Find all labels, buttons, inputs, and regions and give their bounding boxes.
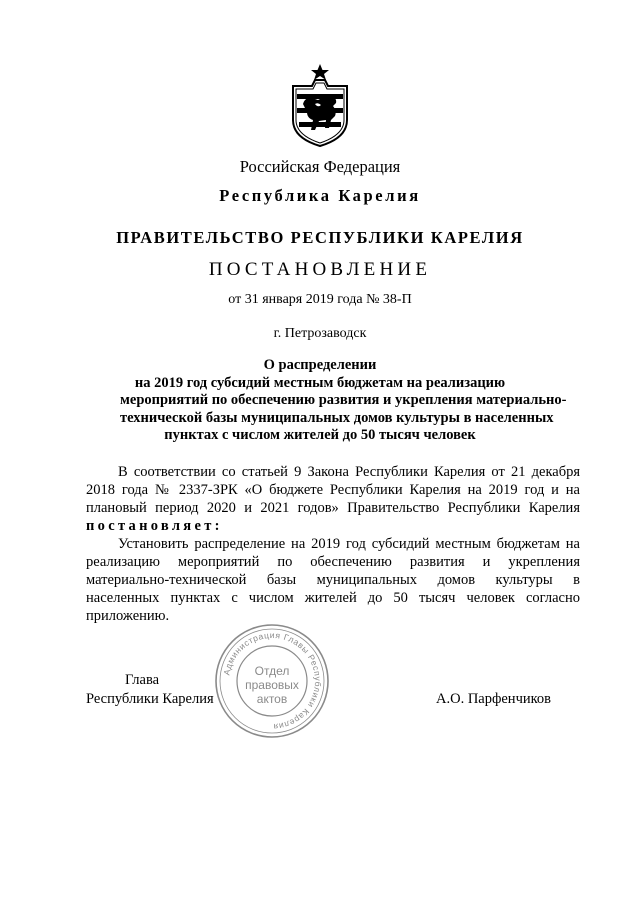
body-line: приложению.	[86, 608, 170, 624]
document-type: ПОСТАНОВЛЕНИЕ	[208, 259, 432, 280]
republic-name: Республика Карелия	[219, 186, 421, 205]
stamp-line: актов	[256, 692, 288, 706]
country-name: Российская Федерация	[239, 157, 401, 176]
signatory-name: А.О. Парфенчиков	[436, 691, 552, 707]
document-city: г. Петрозаводск	[273, 326, 367, 341]
title-line: мероприятий по обеспечению развития и укрепления материально-	[120, 392, 567, 409]
body-line: Установить распределение на 2019 год субсидий местным бюджетам на	[118, 536, 580, 552]
document-dateline: от 31 января 2019 года № 38-П	[228, 292, 412, 307]
government-name: ПРАВИТЕЛЬСТВО РЕСПУБЛИКИ КАРЕЛИЯ	[116, 228, 524, 247]
legal-department-stamp	[213, 622, 331, 740]
body-line: плановый период 2020 и 2021 годов» Правительство Республики Карелия	[86, 500, 580, 516]
title-line: пунктах с числом жителей до 50 тысяч человек	[164, 427, 476, 444]
title-line: О распределении	[263, 357, 377, 373]
title-line: на 2019 год субсидий местным бюджетам на реализацию	[134, 374, 506, 391]
stamp-line: Отдел	[254, 664, 290, 678]
body-line: 2018 года № 2337-ЗРК «О бюджете Республики Карелия на 2019 год и на	[86, 482, 580, 498]
body-line: населенных пунктах с числом жителей до 50 тысяч человек согласно	[86, 590, 580, 606]
body-line: материально-технической базы муниципальных домов культуры в	[86, 572, 580, 588]
resolution-paragraph	[86, 535, 580, 625]
karelia-coat-of-arms-icon	[285, 64, 355, 148]
stamp-ring-text: Администрация Главы Республики Карелия	[221, 629, 324, 733]
signatory-position-line1: Глава	[125, 672, 160, 688]
stamp-line: правовых	[245, 678, 299, 692]
body-line: реализацию мероприятий по обеспечению развития и укрепления	[86, 554, 580, 570]
body-line: В соответствии со статьей 9 Закона Республики Карелия от 21 декабря	[118, 464, 580, 480]
resolves-word: постановляет:	[86, 518, 223, 534]
title-line: технической базы муниципальных домов культуры в населенных	[120, 409, 554, 426]
preamble-paragraph	[86, 463, 580, 535]
signatory-position-line2: Республики Карелия	[86, 691, 214, 707]
document-title	[120, 357, 567, 445]
